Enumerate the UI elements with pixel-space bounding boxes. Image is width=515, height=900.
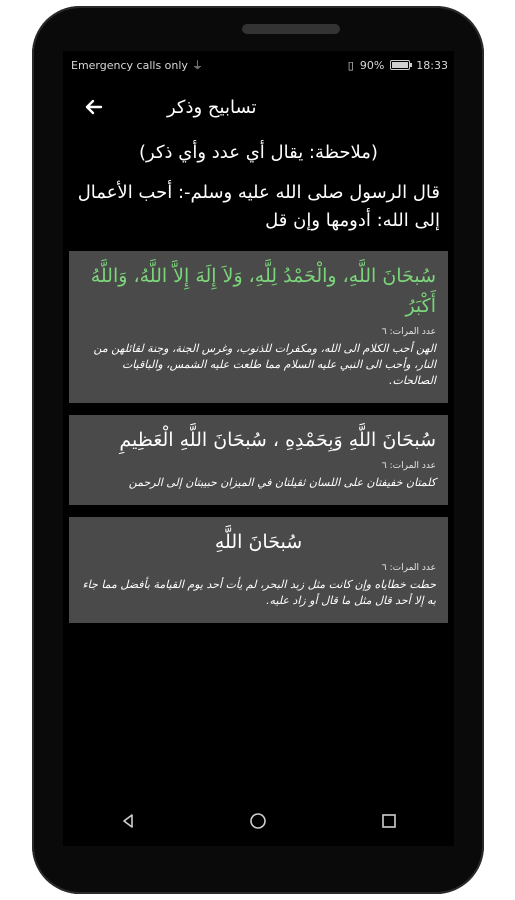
dhikr-count: عدد المرات: ٦ [381,327,436,337]
page-title: تسابيح وذكر [167,96,257,118]
back-arrow-icon[interactable] [79,93,107,121]
status-left [71,57,203,73]
nav-recents-icon[interactable] [374,806,404,836]
app-screen [63,51,454,846]
carrier-text: Emergency calls only [71,58,188,72]
dhikr-card[interactable] [69,517,448,623]
hadith-text: قال الرسول صلى الله عليه وسلم-: أحب الأعمال إلى الله: أدومها وإن قل [77,182,440,231]
dhikr-title: سُبحَانَ اللَّهِ، والْحَمْدُ لِلَّهِ، وَلاَ إِلَهَ إِلاَّ اللَّهُ، وَاللَّهُ أَكْبَرُ [90,265,436,317]
clock: 18:33 [416,58,448,72]
usb-icon: ⏚ [191,59,203,72]
dhikr-count: عدد المرات: ٦ [381,563,436,573]
battery-percent: 90% [359,58,385,72]
dhikr-description: كلمتان خفيفتان على اللسان ثقيلتان في الميزان حبيبتان إلى الرحمن [128,476,436,489]
system-nav-bar [63,795,454,846]
app-bar [63,79,454,135]
note-text: (ملاحظة: يقال أي عدد وأي ذكر) [139,142,378,163]
dhikr-count: عدد المرات: ٦ [381,461,436,471]
nav-back-icon[interactable] [113,806,143,836]
phone-speaker [242,24,340,34]
dhikr-description: حطت خطاياه وإن كانت مثل زبد البحر، لم يأت أحد يوم القيامة بأفضل مما جاء به إلا أحد قال مثل ما قال أو زاد عليه. [82,578,436,607]
battery-icon [390,60,410,70]
dhikr-title: سُبحَانَ اللَّهِ وَبِحَمْدِهِ ، سُبحَانَ اللَّهِ الْعَظِيمِ [119,429,436,451]
dhikr-card[interactable] [69,251,448,403]
dhikr-title: سُبحَانَ اللَّهِ [214,531,303,553]
dhikr-card[interactable] [69,415,448,505]
dhikr-description: الهن أحب الكلام الى الله، ومكفرات للذنوب، وغرس الجنة، وجنة لقائلهن من النار، وأحب الى النبي عليه السلام مما طلعت عليه الشمس، والباقيات الصالحات. [93,342,436,387]
nav-home-icon[interactable] [243,806,273,836]
sim-icon: ▯ [347,58,354,72]
status-bar [63,51,454,79]
status-right [348,59,448,72]
